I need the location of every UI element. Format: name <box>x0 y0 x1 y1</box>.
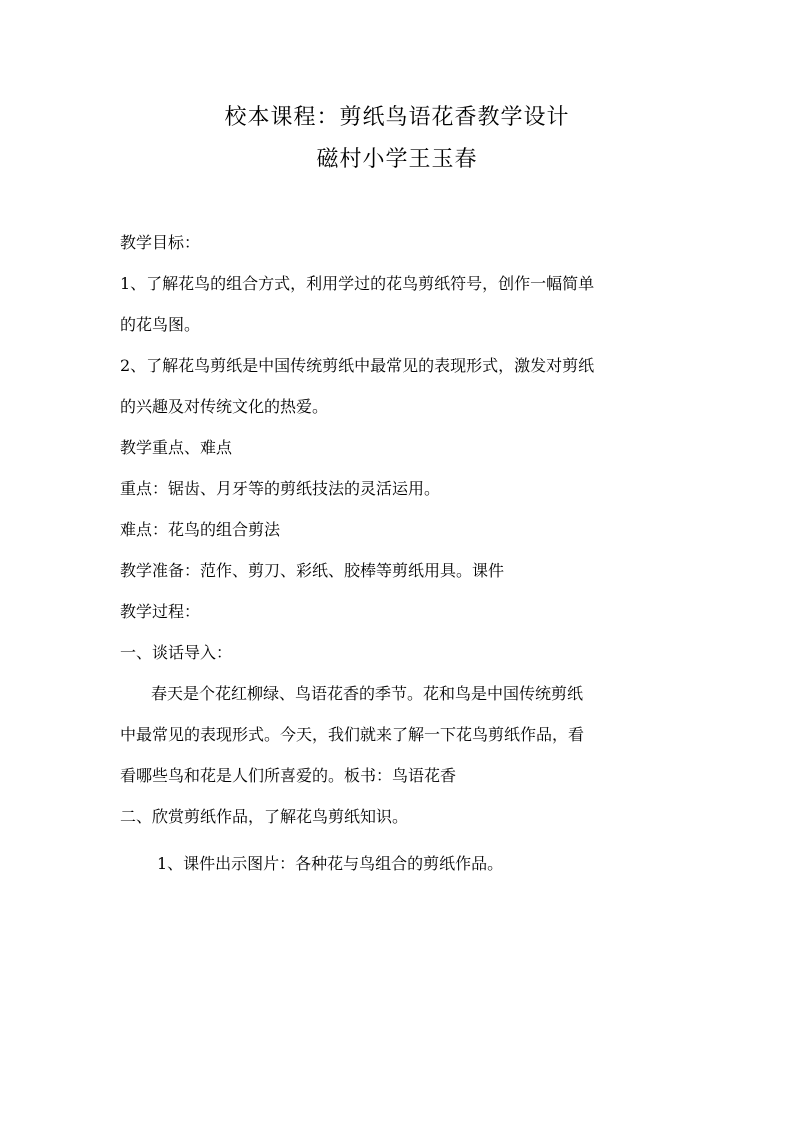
paragraph-line: 的花鸟图。 <box>120 315 201 334</box>
paragraph-line: 2、了解花鸟剪纸是中国传统剪纸中最常见的表现形式，激发对剪纸 <box>120 356 595 375</box>
heading-key-points: 教学重点、难点 <box>120 438 233 457</box>
document-author: 磁村小学王玉春 <box>316 147 478 172</box>
paragraph-line: 教学准备：范作、剪刀、彩纸、胶棒等剪纸用具。课件 <box>120 561 505 580</box>
paragraph-line: 难点：花鸟的组合剪法 <box>120 520 281 539</box>
paragraph-line: 中最常见的表现形式。今天，我们就来了解一下花鸟剪纸作品，看 <box>120 725 585 744</box>
paragraph-line: 春天是个花红柳绿、鸟语花香的季节。花和鸟是中国传统剪纸 <box>151 684 584 703</box>
paragraph-line: 看哪些鸟和花是人们所喜爱的。板书：鸟语花香 <box>120 766 457 785</box>
section-heading: 二、欣赏剪纸作品，了解花鸟剪纸知识。 <box>120 807 409 826</box>
paragraph-line: 的兴趣及对传统文化的热爱。 <box>120 397 329 416</box>
section-heading: 一、谈话导入： <box>120 643 233 662</box>
document-title: 校本课程：剪纸鸟语花香教学设计 <box>224 105 570 130</box>
heading-teaching-process: 教学过程： <box>120 602 201 621</box>
heading-teaching-goals: 教学目标： <box>120 233 201 252</box>
paragraph-line: 1、课件出示图片：各种花与鸟组合的剪纸作品。 <box>157 854 504 873</box>
paragraph-line: 1、了解花鸟的组合方式，利用学过的花鸟剪纸符号，创作一幅简单 <box>120 274 595 293</box>
paragraph-line: 重点：锯齿、月牙等的剪纸技法的灵活运用。 <box>120 479 441 498</box>
